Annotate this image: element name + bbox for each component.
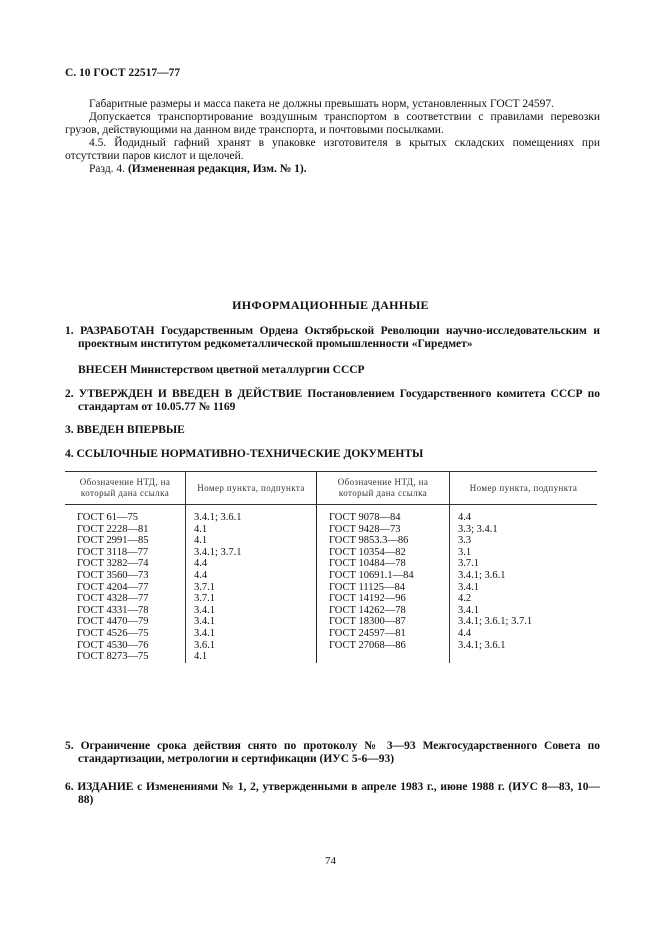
ref-doc-cell xyxy=(317,651,450,663)
ref-point-cell: 3.3; 3.4.1 xyxy=(450,524,598,536)
edition-text: 6. ИЗДАНИЕ с Изменениями № 1, 2, утвержденными в апреле 1983 г., июне 1988 г. (ИУС 8—83, 10—88) xyxy=(65,781,600,806)
table-row xyxy=(65,616,597,628)
item-introduced-by: ВНЕСЕН Министерством цветной металлургии СССР xyxy=(78,364,365,376)
item-developed-by xyxy=(65,325,600,351)
table-body xyxy=(65,505,597,663)
table-row xyxy=(65,582,597,594)
item-validity xyxy=(65,740,600,766)
ref-point-cell: 4.4 xyxy=(186,558,317,570)
paragraph-air-transport: Допускается транспортирование воздушным транспортом в соответствии с правилами перевозки грузов, действующими на данном виде транспорта, и почтовыми посылками. xyxy=(65,111,600,136)
item-first-introduced: 3. ВВЕДЕН ВПЕРВЫЕ xyxy=(65,424,185,436)
ref-point-cell: 3.4.1 xyxy=(186,616,317,628)
ref-point-cell: 3.7.1 xyxy=(186,593,317,605)
developed-by-text: 1. РАЗРАБОТАН Государственным Ордена Октябрьской Революции научно-исследовательским и проектным институтом редкометаллической промышленности «Гиредмет» xyxy=(65,325,600,350)
ref-doc-cell: ГОСТ 14262—78 xyxy=(317,605,450,617)
ref-point-cell: 3.4.1 xyxy=(186,605,317,617)
table-row xyxy=(65,547,597,559)
ref-point-cell: 3.4.1; 3.6.1; 3.7.1 xyxy=(450,616,598,628)
table-header-row xyxy=(65,472,597,505)
ref-doc-cell: ГОСТ 27068—86 xyxy=(317,640,450,652)
ref-point-cell: 4.1 xyxy=(186,524,317,536)
page-header: С. 10 ГОСТ 22517—77 xyxy=(65,67,181,79)
ref-doc-cell: ГОСТ 9853.3—86 xyxy=(317,535,450,547)
approved-text: 2. УТВЕРЖДЕН И ВВЕДЕН В ДЕЙСТВИЕ Постановлением Государственного комитета СССР по стандартам от 10.05.77 № 1169 xyxy=(65,388,600,413)
table-row xyxy=(65,605,597,617)
header-doc-2: Обозначение НТД, на который дана ссылка xyxy=(317,472,450,505)
table-row xyxy=(65,593,597,605)
table-row xyxy=(65,570,597,582)
ref-point-cell: 3.7.1 xyxy=(450,558,598,570)
ref-point-cell: 3.3 xyxy=(450,535,598,547)
ref-point-cell: 3.4.1; 3.6.1 xyxy=(186,505,317,524)
paragraph-dimensions: Габаритные размеры и масса пакета не должны превышать норм, установленных ГОСТ 24597. xyxy=(89,98,554,110)
ref-doc-cell: ГОСТ 18300—87 xyxy=(317,616,450,628)
table-row xyxy=(65,640,597,652)
ref-doc-cell: ГОСТ 24597—81 xyxy=(317,628,450,640)
ref-point-cell xyxy=(450,651,598,663)
paragraph-storage: 4.5. Йодидный гафний хранят в упаковке изготовителя в крытых складских помещениях при отсутствии паров кислот и щелочей. xyxy=(65,137,600,162)
header-point-2: Номер пункта, подпункта xyxy=(450,472,598,505)
revision-prefix: Разд. 4. xyxy=(89,163,126,175)
ref-doc-cell: ГОСТ 9078—84 xyxy=(317,505,450,524)
ref-point-cell: 3.4.1 xyxy=(186,628,317,640)
ref-point-cell: 4.2 xyxy=(450,593,598,605)
ref-point-cell: 3.4.1 xyxy=(450,582,598,594)
ref-doc-cell: ГОСТ 3560—73 xyxy=(77,569,149,581)
ref-doc-cell: ГОСТ 4526—75 xyxy=(77,627,149,639)
validity-text: 5. Ограничение срока действия снято по протоколу № 3—93 Межгосударственного Совета по стандартизации, метрологии и сертификации (ИУС 5-6—93) xyxy=(65,740,600,765)
paragraph-revision-note xyxy=(65,163,600,176)
ref-doc-cell: ГОСТ 4204—77 xyxy=(77,581,149,593)
page-number: 74 xyxy=(325,855,336,867)
table-row xyxy=(65,558,597,570)
ref-doc-cell: ГОСТ 4331—78 xyxy=(77,604,149,616)
ref-doc-cell: ГОСТ 11125—84 xyxy=(317,582,450,594)
ref-point-cell: 3.4.1; 3.6.1 xyxy=(450,570,598,582)
table-row xyxy=(65,535,597,547)
table-row xyxy=(65,651,597,663)
ref-doc-cell: ГОСТ 4470—79 xyxy=(77,616,149,628)
ref-point-cell: 3.6.1 xyxy=(186,640,317,652)
ref-doc-cell: ГОСТ 4328—77 xyxy=(77,593,149,605)
ref-doc-cell: ГОСТ 10691.1—84 xyxy=(317,570,450,582)
ref-doc-cell: ГОСТ 10354—82 xyxy=(317,547,450,559)
ref-doc-cell: ГОСТ 10484—78 xyxy=(317,558,450,570)
ref-point-cell: 3.4.1; 3.6.1 xyxy=(450,640,598,652)
ref-doc-cell: ГОСТ 61—75 xyxy=(77,512,139,523)
item-edition xyxy=(65,781,600,807)
ref-doc-cell: ГОСТ 3118—77 xyxy=(77,546,149,558)
ref-point-cell: 4.4 xyxy=(450,628,598,640)
ref-point-cell: 3.4.1 xyxy=(450,605,598,617)
intro-text xyxy=(65,98,600,176)
ref-point-cell: 4.4 xyxy=(186,570,317,582)
ref-point-cell: 3.4.1; 3.7.1 xyxy=(186,547,317,559)
ref-point-cell: 3.1 xyxy=(450,547,598,559)
ref-doc-cell: ГОСТ 4530—76 xyxy=(77,639,149,651)
ref-doc-cell: ГОСТ 14192—96 xyxy=(317,593,450,605)
ref-point-cell: 4.4 xyxy=(450,505,598,524)
revision-note: (Измененная редакция, Изм. № 1). xyxy=(127,163,307,175)
table-row xyxy=(65,505,597,524)
references-table xyxy=(65,471,597,663)
header-doc-1: Обозначение НТД, на который дана ссылка xyxy=(65,472,186,505)
item-references-heading: 4. ССЫЛОЧНЫЕ НОРМАТИВНО-ТЕХНИЧЕСКИЕ ДОКУМЕНТЫ xyxy=(65,448,424,460)
ref-doc-cell: ГОСТ 2228—81 xyxy=(77,523,149,535)
ref-point-cell: 3.7.1 xyxy=(186,582,317,594)
ref-doc-cell: ГОСТ 9428—73 xyxy=(317,524,450,536)
ref-point-cell: 4.1 xyxy=(186,651,317,663)
table-row xyxy=(65,628,597,640)
ref-doc-cell: ГОСТ 3282—74 xyxy=(77,558,149,570)
section-title: ИНФОРМАЦИОННЫЕ ДАННЫЕ xyxy=(232,298,429,312)
table-row xyxy=(65,524,597,536)
ref-doc-cell: ГОСТ 8273—75 xyxy=(77,651,149,663)
ref-doc-cell: ГОСТ 2991—85 xyxy=(77,535,149,547)
header-point-1: Номер пункта, подпункта xyxy=(186,472,317,505)
ref-point-cell: 4.1 xyxy=(186,535,317,547)
item-approved xyxy=(65,388,600,414)
